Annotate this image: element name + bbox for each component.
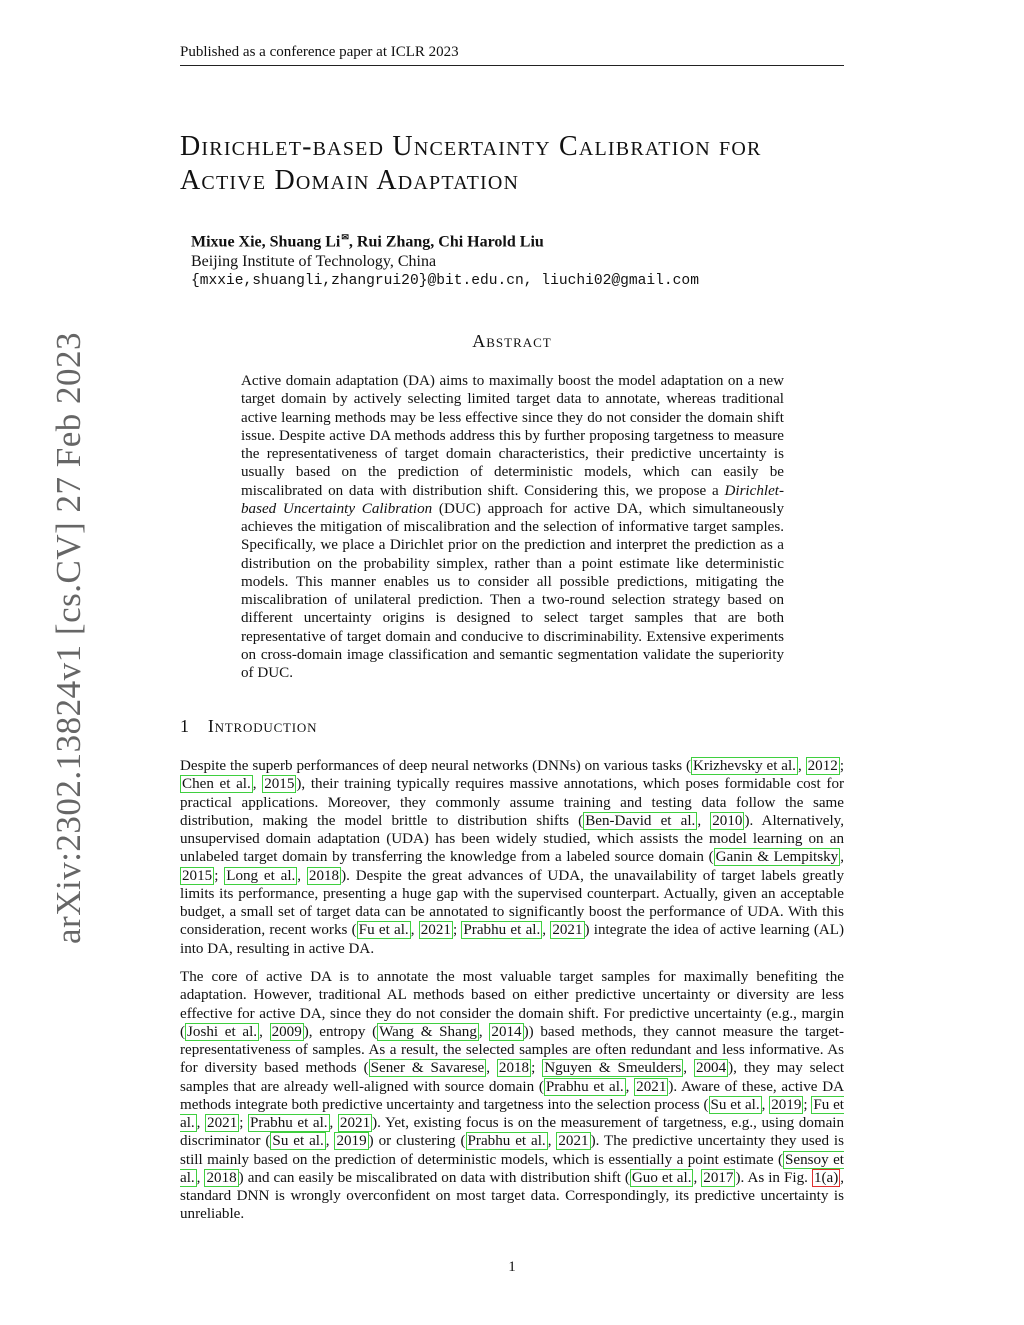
intro-paragraph-2 — [180, 968, 844, 1224]
citation-link[interactable]: Prabhu et al. — [250, 1115, 328, 1131]
citation-link[interactable]: Prabhu et al. — [545, 1078, 624, 1095]
citation-link[interactable]: 2018 — [308, 867, 340, 884]
citation-link[interactable]: Ben-David et al. — [585, 812, 696, 829]
text-span: , — [761, 1096, 770, 1113]
affiliation: Beijing Institute of Technology, China — [191, 253, 437, 271]
citation-link[interactable]: Chen et al. — [182, 776, 251, 793]
text-span: ; — [239, 1115, 249, 1131]
text-span: ) or clustering ( — [368, 1133, 466, 1150]
citation-link[interactable]: Guo et al. — [631, 1169, 692, 1186]
abstract-span: (DUC) approach for active DA, which simultaneously achieves the mitigation of miscalibration and the selection of informative target samples. Specifically, we place a Dirichlet prior on the prediction and interpret the prediction as a distribution on the probability simplex, rather than a point estimate like deterministic models. This manner enables us to consider all possible predictions, mitigating the miscalibration of unilateral prediction. Then a two-round selection strategy based on different uncertainty origins is designed to select target samples that are both representative of target domain and conducive to discriminability. Extensive experiments on cross-domain image classification and semantic segmentation validate the superiority of DUC. — [241, 500, 784, 681]
citation-link[interactable]: Wang & Shang — [379, 1023, 477, 1040]
abstract-text — [241, 372, 784, 682]
citation-link[interactable]: 2004 — [695, 1060, 727, 1077]
paper-title — [180, 130, 860, 198]
text-span: ). As in Fig. — [735, 1169, 812, 1186]
text-span: ; — [531, 1060, 543, 1077]
title-line: Active Domain Adaptation — [180, 165, 520, 196]
text-span: , — [693, 1169, 702, 1186]
text-span: ; — [214, 867, 225, 884]
citation-link[interactable]: Long et al. — [226, 867, 296, 884]
text-span: , — [625, 1078, 635, 1095]
citation-link[interactable]: Ganin & Lempitsky — [715, 849, 839, 866]
text-span: ), their training typically requires massive annotations, which poses formidable cost for practical applications. Moreover, they commonly assume training and testing data follow the same distribution, making the model brittle to distribution shifts ( — [180, 776, 845, 829]
text-span: , — [840, 849, 844, 866]
citation-link[interactable]: Prabhu et al. — [467, 1133, 546, 1150]
text-span: ) and can easily be miscalibrated on data with distribution shift ( — [238, 1169, 630, 1186]
citation-link[interactable]: 2021 — [420, 922, 451, 939]
citation-link[interactable]: 2012 — [807, 758, 838, 774]
author-emails[interactable]: {mxxie,shuangli,zhangrui20}@bit.edu.cn, liuchi02@gmail.com — [191, 273, 699, 290]
citation-link[interactable]: Sener & Savarese — [370, 1060, 485, 1077]
citation-link[interactable]: 2021 — [636, 1078, 667, 1095]
citation-link[interactable]: 2021 — [558, 1133, 589, 1150]
title-line: Dirichlet-based Uncertainty Calibration for — [180, 131, 762, 162]
citation-link[interactable]: 2019 — [771, 1096, 802, 1113]
citation-link[interactable]: Su et al. — [272, 1133, 324, 1150]
text-span: , — [252, 776, 263, 793]
citation-link[interactable]: Su et al. — [710, 1096, 760, 1113]
envelope-icon: ✉ — [341, 232, 349, 242]
citation-link[interactable]: 2021 — [552, 922, 583, 939]
citation-link[interactable]: 2009 — [271, 1023, 302, 1040]
section-title: Introduction — [207, 716, 318, 736]
text-span: ), entropy ( — [303, 1023, 378, 1040]
text-span: ; — [839, 758, 845, 774]
text-span: ). Alternatively, unsupervised domain adaptation (UDA) has been widely studied, which assists the model learning on an unlabeled target domain by transferring the knowledge from a labeled source domain ( — [180, 812, 844, 866]
citation-link[interactable]: Krizhevsky et al. — [693, 758, 796, 774]
text-span: , — [325, 1133, 335, 1150]
citation-link[interactable]: 2021 — [339, 1115, 371, 1131]
citation-link[interactable]: 2015 — [264, 776, 295, 793]
citation-link[interactable]: 2017 — [703, 1169, 734, 1186]
citation-link[interactable]: Nguyen & Smeulders — [544, 1060, 682, 1077]
citation-link[interactable]: Sensoy et al. — [180, 1151, 844, 1186]
text-span: , standard DNN is wrongly overconfident on most target data. Correspondingly, its predictive uncertainty is unreliable. — [180, 1169, 845, 1223]
author-names-part: Mixue Xie, Shuang Li — [191, 233, 341, 251]
text-span: , — [547, 1133, 557, 1150]
text-span: ). The predictive uncertainty they used is still mainly based on the prediction of deterministic models, which is essentially a point estimate ( — [180, 1133, 844, 1168]
author-names — [191, 227, 831, 252]
text-span: , — [410, 922, 419, 939]
text-span: Despite the superb performances of deep neural networks (DNNs) on various tasks ( — [180, 758, 692, 774]
figure-reference-link[interactable]: 1(a) — [813, 1169, 839, 1186]
text-span: ), they may select samples that are already well-aligned with source domain ( — [180, 1060, 845, 1095]
citation-link[interactable]: Joshi et al. — [187, 1023, 258, 1040]
intro-paragraph-1 — [180, 757, 844, 958]
abstract-span: Active domain adaptation (DA) aims to maximally boost the model adaptation on a new target domain by actively selecting limited target data to annotate, whereas traditional active learning methods may be less effective since they do not consider the domain shift issue. Despite active DA methods address this by further proposing targetness to measure the representativeness of target domain characteristics, their predictive uncertainty is usually based on the prediction of deterministic models, which can easily be miscalibrated on data with distribution shift. Considering this, we propose a — [241, 373, 784, 499]
text-span: , — [478, 1023, 490, 1040]
citation-link[interactable]: 2019 — [336, 1133, 367, 1150]
abstract-heading: Abstract — [472, 331, 552, 351]
arxiv-identifier[interactable]: arXiv:2302.13824v1 [cs.CV] 27 Feb 2023 — [49, 331, 88, 944]
text-span: ). Aware of these, active DA methods integrate both predictive uncertainty and targetness into the selection process ( — [180, 1078, 844, 1113]
text-span: , — [196, 1169, 205, 1186]
text-span: , — [196, 1115, 206, 1131]
text-span: ; — [452, 922, 462, 939]
text-span: , — [259, 1023, 270, 1040]
page-number: 1 — [508, 1259, 516, 1275]
text-span: , — [683, 1060, 694, 1077]
author-names-part: , Rui Zhang, Chi Harold Liu — [348, 233, 544, 251]
text-span: The core of active DA is to annotate the most valuable target samples for maximally benefiting the adaptation. However, traditional AL methods based on either predictive uncertainty or diversity are less effective for active DA, since they do not consider the domain shift. For predictive uncertainty (e.g., margin ( — [180, 969, 844, 1040]
text-span: , — [486, 1060, 497, 1077]
section-number: 1 — [180, 716, 190, 736]
text-span: , — [297, 867, 307, 884]
citation-link[interactable]: 2015 — [182, 867, 213, 884]
text-span: ; — [803, 1096, 812, 1113]
citation-link[interactable]: 2018 — [206, 1169, 237, 1186]
citation-link[interactable]: 2018 — [498, 1060, 530, 1077]
text-span: )) based methods, they cannot measure the target-representativeness of samples. As a result, the selected samples are often redundant and less informative. As for diversity based methods ( — [180, 1023, 845, 1077]
citation-link[interactable]: 2021 — [207, 1115, 238, 1131]
author-block — [191, 227, 831, 291]
text-span: , — [697, 812, 711, 829]
citation-link[interactable]: 2014 — [491, 1023, 522, 1040]
citation-link[interactable]: 2010 — [712, 812, 743, 829]
text-span: ). Despite the great advances of UDA, the unavailability of target labels greatly limits its performance, presenting a huge gap with the supervised counterpart. Actually, given an acceptable budget, a small set of target data can be annotated to significantly boost the performance of UDA. With this consideration, recent works ( — [180, 867, 845, 939]
citation-link[interactable]: Fu et al. — [358, 922, 409, 939]
text-span: , — [797, 758, 806, 774]
abstract-emphasis: Dirichlet-based Uncertainty Calibration — [241, 482, 784, 517]
text-span: ). Yet, existing focus is on the measurement of targetness, e.g., using domain discriminator ( — [180, 1115, 845, 1150]
citation-link[interactable]: Fu et al. — [180, 1096, 845, 1131]
running-header: Published as a conference paper at ICLR 2023 — [180, 44, 844, 66]
citation-link[interactable]: Prabhu et al. — [463, 922, 541, 939]
text-span: ) integrate the idea of active learning (AL) into DA, resulting in active DA. — [180, 922, 844, 957]
text-span: , — [329, 1115, 338, 1131]
section-heading — [180, 716, 317, 737]
text-span: , — [542, 922, 551, 939]
